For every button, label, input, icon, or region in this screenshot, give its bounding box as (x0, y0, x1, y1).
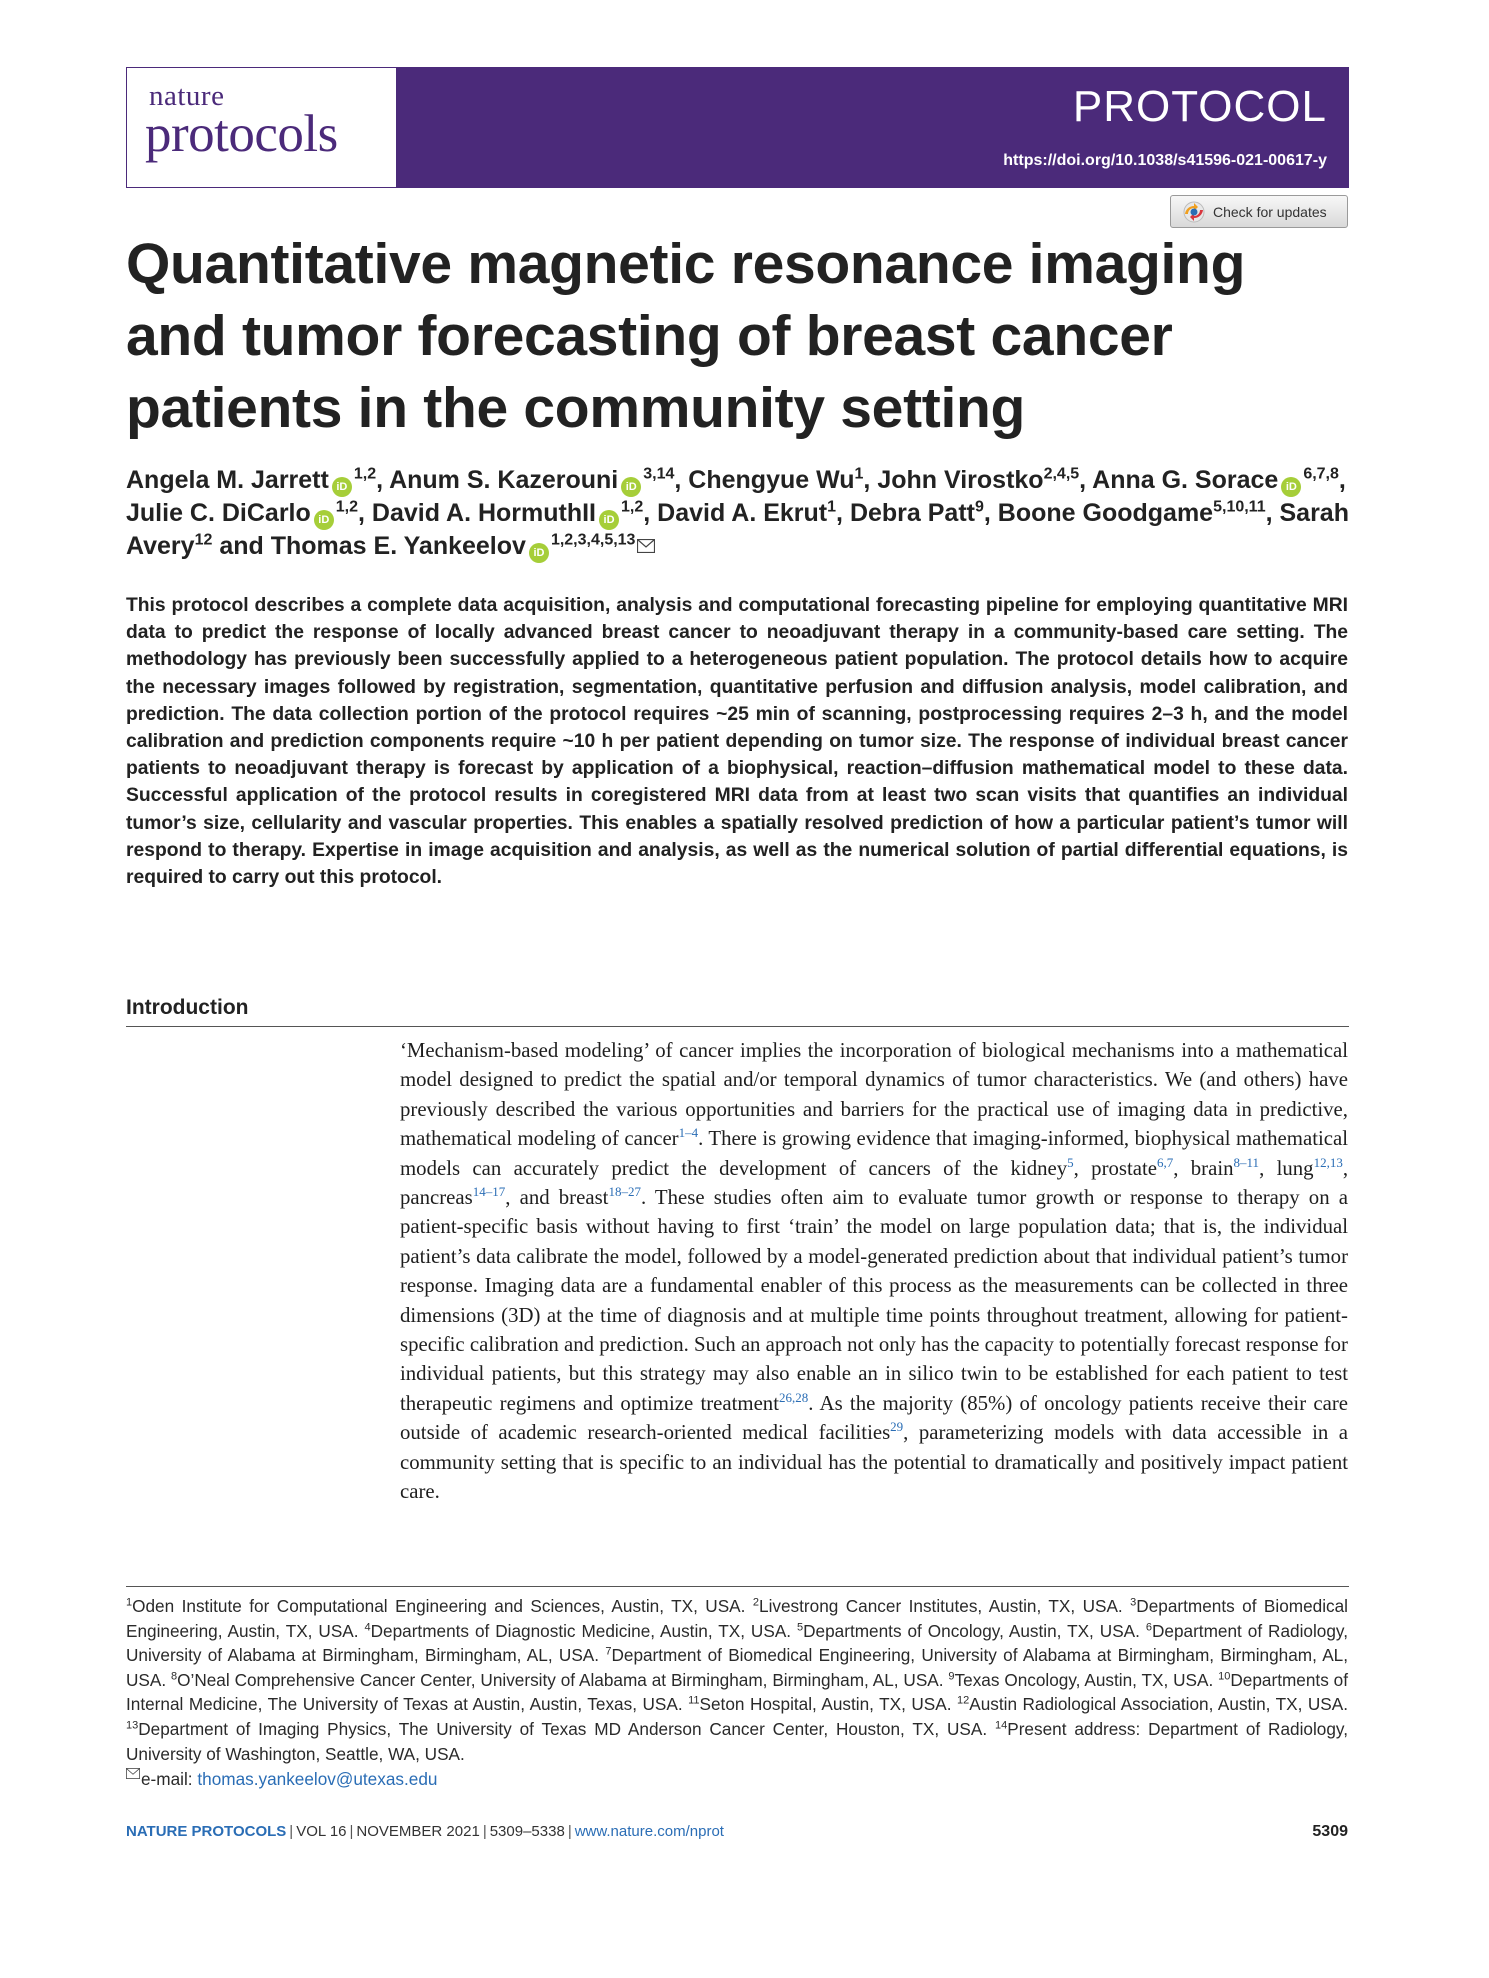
affiliation-text: Departments of Biomedical Engineering, Austin, TX, USA. (126, 1596, 1349, 1641)
author-name[interactable]: Sarah Avery (126, 499, 1349, 560)
affiliation-number: 8 (171, 1670, 178, 1683)
body-text-run: , pancreas (400, 1156, 1349, 1210)
envelope-icon[interactable] (637, 539, 655, 553)
author-name[interactable]: Anna G. Sorace (1092, 466, 1279, 494)
affiliation-text: Departments of Internal Medicine, The University of Texas at Austin, Austin, Texas, USA. (126, 1669, 1349, 1715)
affiliation-text: Austin Radiological Association, Austin, TX, USA. (969, 1694, 1349, 1715)
footer-separator: | (289, 1823, 294, 1840)
affiliation-number: 6 (1145, 1620, 1152, 1633)
section-divider (126, 1026, 1349, 1027)
affiliation-text: Texas Oncology, Austin, TX, USA. (954, 1669, 1219, 1690)
author-affiliation-ref: 1 (854, 465, 864, 483)
author-affiliation-ref: 12 (194, 531, 213, 549)
affiliation-text: Departments of Diagnostic Medicine, Austin, TX, USA. (370, 1620, 798, 1641)
citation-ref[interactable]: 29 (890, 1419, 904, 1435)
header-band (396, 67, 1349, 188)
author-affiliation-ref: 3,14 (643, 465, 675, 483)
journal-logo (126, 67, 397, 188)
body-text-run: , prostate (1073, 1156, 1158, 1180)
article-title: Quantitative magnetic resonance imaging and tumor forecasting of breast cancer patients in the community setting (126, 232, 1246, 440)
check-for-updates-button[interactable] (1170, 195, 1348, 228)
body-text-run: . These studies often aim to evaluate tumor growth or response to therapy on a patient-specific basis without having to first ‘train’ the model on large population data; that is, the individual patient’s data calibrate the model, followed by a model-generated prediction about that individual patient’s tumor response. Imaging data are a fundamental enabler of this process as the measurements can be collected in three dimensions (3D) at the time of diagnosis and at multiple time points throughout treatment, allowing for patient-specific calibration and prediction. Such an approach not only has the capacity to potentially forecast response for individual patients, but this strategy may also enable an in silico twin to be established for each patient to test therapeutic regimens and optimize treatment (400, 1186, 1348, 1415)
author-affiliation-ref: 1,2 (335, 498, 359, 516)
citation-ref[interactable]: 8–11 (1233, 1154, 1260, 1170)
author-affiliation-ref: 1,2,3,4,5,13 (550, 531, 636, 549)
author-name[interactable]: Thomas E. Yankeelov (270, 532, 526, 560)
author-affiliation-ref: 1,2 (353, 465, 377, 483)
body-text-run: , brain (1173, 1156, 1234, 1180)
author-affiliation-ref: 9 (974, 498, 984, 516)
introduction-paragraph (400, 1036, 1348, 1507)
logo-protocols: protocols (145, 105, 338, 163)
body-text-run: . As the majority (85%) of oncology patients receive their care outside of academic research-oriented medical facilities (400, 1391, 1348, 1445)
orcid-icon[interactable]: iD (599, 510, 619, 530)
citation-ref[interactable]: 26,28 (778, 1389, 809, 1405)
abstract: This protocol describes a complete data acquisition, analysis and computational forecasting pipeline for employing quantitative MRI data to predict the response of locally advanced breast cancer to neoadjuvant therapy in a community-based care setting. The methodology has previously been successfully applied to a heterogeneous patient population. The protocol details how to acquire the necessary images followed by registration, segmentation, quantitative perfusion and diffusion analysis, model calibration, and prediction. The data collection portion of the protocol requires ~25 min of scanning, postprocessing requires 2–3 h, and the model calibration and prediction components require ~10 h per patient depending on tumor size. The response of individual breast cancer patients to neoadjuvant therapy is forecast by application of a biophysical, reaction–diffusion mathematical model to these data. Successful application of the protocol results in coregistered MRI data from at least two scan visits that quantifies an individual tumor’s size, cellularity and vascular properties. This enables a spatially resolved prediction of how a particular patient’s tumor will respond to therapy. Expertise in image acquisition and analysis, as well as the numerical solution of partial differential equations, is required to carry out this protocol. (126, 595, 1348, 889)
body-text-run: . There is growing evidence that imaging-informed, biophysical mathematical models can accurately predict the development of cancers of the kidney (400, 1127, 1348, 1180)
footer-site-link[interactable]: www.nature.com/nprot (574, 1823, 724, 1840)
affiliation-number: 7 (605, 1645, 612, 1658)
email-line (126, 1768, 437, 1790)
author-affiliation-ref: 6,7,8 (1303, 465, 1339, 483)
author-name[interactable]: Boone Goodgame (997, 499, 1214, 527)
affiliation-number: 9 (948, 1670, 955, 1683)
author-name[interactable]: Angela M. Jarrett (126, 466, 329, 494)
page-footer (126, 1823, 1348, 1843)
body-text-run: , parameterizing models with data accessible in a community setting that is specific to an individual has the potential to dramatically and positively impact patient care. (400, 1421, 1348, 1504)
author-name[interactable]: Julie C. DiCarlo (126, 499, 311, 527)
author-name[interactable]: Chengyue Wu (688, 466, 855, 494)
citation-ref[interactable]: 14–17 (472, 1184, 506, 1200)
author-name[interactable]: John Virostko (877, 466, 1044, 494)
affiliation-number: 10 (1218, 1670, 1231, 1683)
affiliation-number: 14 (994, 1719, 1008, 1732)
citation-ref[interactable]: 1–4 (678, 1125, 699, 1141)
affiliation-text: O’Neal Comprehensive Cancer Center, University of Alabama at Birmingham, Birmingham, AL, USA. (177, 1669, 949, 1690)
affiliation-text: Present address: Department of Radiology, University of Washington, Seattle, WA, USA. (126, 1718, 1348, 1764)
affiliation-number: 3 (1130, 1596, 1137, 1609)
footer-separator: | (349, 1823, 354, 1840)
email-link[interactable]: thomas.yankeelov@utexas.edu (197, 1769, 438, 1789)
author-name[interactable]: Debra Patt (849, 499, 975, 527)
citation-ref[interactable]: 5 (1067, 1154, 1074, 1170)
body-text-run: , and breast (505, 1186, 609, 1210)
email-label: e-mail: (141, 1769, 198, 1789)
page-number: 5309 (1312, 1823, 1348, 1840)
author-affiliation-ref: 1,2 (621, 498, 644, 516)
affiliation-text: Departments of Oncology, Austin, TX, USA. (803, 1620, 1146, 1641)
affiliation-number: 11 (688, 1694, 700, 1707)
footnote-divider (126, 1586, 1349, 1587)
affiliation-number: 12 (956, 1694, 970, 1707)
footer-volume: VOL 16 (296, 1823, 347, 1840)
footer-journal: NATURE PROTOCOLS (126, 1823, 287, 1840)
orcid-icon[interactable]: iD (332, 477, 352, 497)
logo-nature: nature (149, 80, 225, 112)
author-name[interactable]: David A. Ekrut (657, 499, 828, 527)
affiliation-number: 4 (364, 1620, 371, 1633)
affiliation-text: Department of Imaging Physics, The University of Texas MD Anderson Cancer Center, Houston, TX, USA. (138, 1718, 995, 1739)
author-affiliation-ref: 2,4,5 (1043, 465, 1080, 483)
citation-ref[interactable]: 12,13 (1313, 1154, 1343, 1170)
orcid-icon[interactable]: iD (314, 510, 334, 530)
author-name[interactable]: David A. HormuthII (371, 499, 597, 527)
footer-date: NOVEMBER 2021 (356, 1823, 480, 1840)
doi-link[interactable]: https://doi.org/10.1038/s41596-021-00617-y (1003, 152, 1327, 169)
affiliation-text: Livestrong Cancer Institutes, Austin, TX, USA. (759, 1596, 1131, 1616)
check-updates-label: Check for updates (1213, 203, 1327, 220)
envelope-icon (126, 1768, 140, 1779)
body-text-run: ‘Mechanism-based modeling’ of cancer implies the incorporation of biological mechanisms into a mathematical model designed to predict the spatial and/or temporal dynamics of tumor characteristics. We (and others) have previously described the various opportunities and barriers for the practical use of imaging data in predictive, mathematical modeling of cancer (400, 1039, 1348, 1151)
footer-pages: 5309–5338 (489, 1823, 565, 1840)
footer-separator: | (482, 1823, 487, 1840)
section-heading-introduction: Introduction (126, 996, 249, 1019)
affiliation-number: 5 (797, 1620, 804, 1633)
citation-ref[interactable]: 6,7 (1157, 1154, 1174, 1170)
footer-separator: | (567, 1823, 572, 1840)
affiliations (126, 1594, 1348, 1766)
author-list: Angela M. Jarrett iD$^{1,2}$, Anum S. Kazerouni iD$^{3,14}$, Chengyue Wu$^1$, John Virostko$^{2,4,5}$, Anna G. Sorace iD$^{6,7,8}$, Julie C. DiCarlo iD$^{1,2}$, David A. HormuthII iD$^{1,2}$, David A. Ekrut$^1$, Debra Patt$^9$, Boone Goodgame$^{5,10,11}$, Sarah Avery$^{12}$ and Thomas E. Yankeelov iD$^{1,2,3,4,5,13}$ (126, 464, 1356, 563)
orcid-icon[interactable]: iD (1281, 477, 1301, 497)
affiliation-text: Department of Biomedical Engineering, University of Alabama at Birmingham, Birmingham, AL, USA. (126, 1645, 1348, 1690)
affiliation-number: 13 (126, 1719, 139, 1732)
affiliation-number: 2 (752, 1596, 760, 1609)
affiliation-number: 1 (126, 1596, 133, 1609)
article-type: PROTOCOL (1072, 82, 1327, 131)
citation-ref[interactable]: 18–27 (608, 1184, 641, 1200)
orcid-icon[interactable]: iD (529, 543, 549, 563)
affiliation-text: Department of Radiology, University of Alabama at Birmingham, Birmingham, AL, USA. (126, 1620, 1348, 1666)
orcid-icon[interactable]: iD (621, 477, 641, 497)
body-text-run: , lung (1259, 1156, 1314, 1180)
author-affiliation-ref: 1 (827, 498, 837, 516)
affiliation-text: Seton Hospital, Austin, TX, USA. (699, 1694, 957, 1715)
author-name[interactable]: Anum S. Kazerouni (389, 466, 619, 494)
author-affiliation-ref: 5,10,11 (1213, 498, 1266, 516)
check-updates-icon (1183, 201, 1205, 223)
affiliation-text: Oden Institute for Computational Engineering and Sciences, Austin, TX, USA. (132, 1596, 753, 1616)
